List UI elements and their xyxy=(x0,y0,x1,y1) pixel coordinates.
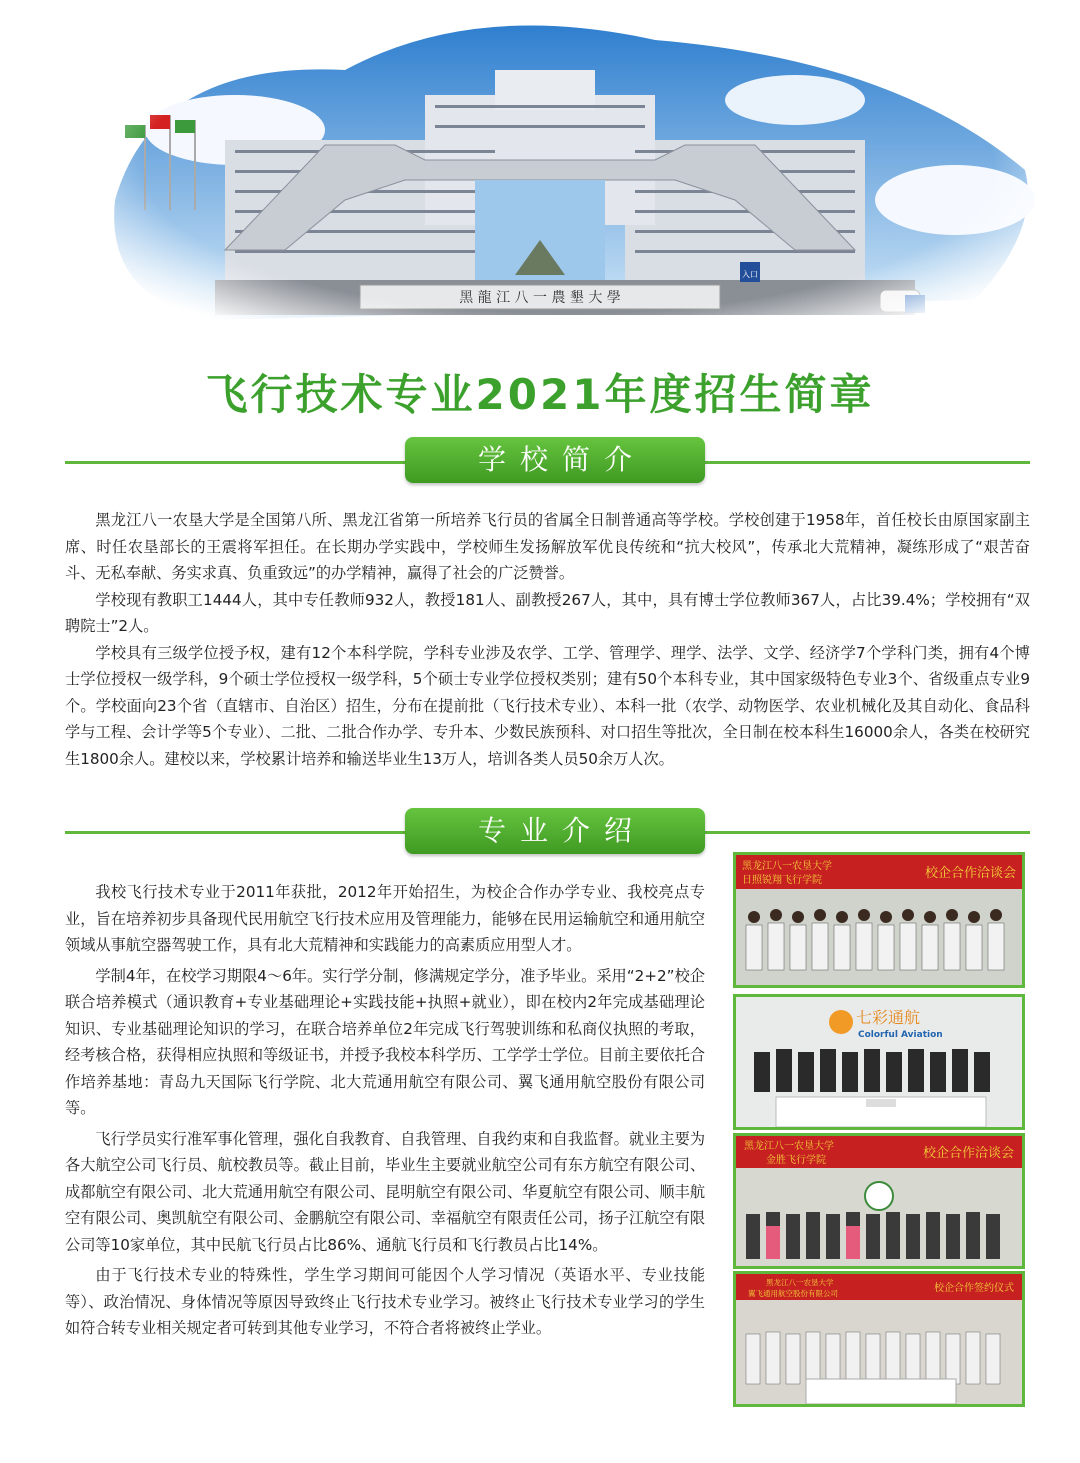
major-paragraph: 由于飞行技术专业的特殊性，学生学习期间可能因个人学习情况（英语水平、专业技能等）、政治情况、身体情况等原因导致终止飞行技术专业学习。被终止飞行技术专业学习的学生如符合转专业相关规定者可转到其他专业学习，不符合者将被终止学业。 xyxy=(65,1266,705,1337)
page-title: 飞行技术专业2021年度招生简章 xyxy=(205,370,875,419)
banner-partner: 日照锐翔飞行学院 xyxy=(742,875,822,886)
photo-signing-ceremony-2 xyxy=(733,1271,1025,1407)
section-heading: 专业介绍 xyxy=(477,814,646,847)
photo-cooperation-meeting-1 xyxy=(733,852,1025,988)
major-paragraph: 学制4年，在校学习期限4～6年。实行学分制，修满规定学分，准予毕业。采用“2+2”校企联合培养模式（通识教育+专业基础理论+实践技能+执照+就业），即在校内2年完成基础理论知识、专业基础理论知识的学习，在联合培养单位2年完成飞行驾驶训练和私商仪执照的考取，经考核合格，获得相应执照和等级证书，并授予我校本科学历、工学学士学位。目前主要依托合作培养基地：青岛九天国际飞行学院、北大荒通用航空有限公司、翼飞通用航空股份有限公司等。 xyxy=(65,966,705,1117)
banner-event: 校企合作签约仪式 xyxy=(934,1283,1014,1294)
major-paragraph: 飞行学员实行准军事化管理，强化自我教育、自我管理、自我约束和自我监督。就业主要为各大航空公司飞行员、航校教员等。截止目前，毕业生主要就业航空公司有东方航空有限公司、成都航空有限公司、北大荒通用航空有限公司、昆明航空有限公司、华夏航空有限公司、顺丰航空有限公司、奥凯航空有限公司、金鹏航空有限公司、幸福航空有限责任公司，扬子江航空有限公司等10家单位，其中民航飞行员占比86%、通航飞行员和飞行教员占比14%。 xyxy=(65,1129,705,1254)
intro-text xyxy=(65,507,1030,772)
banner-school: 黑龙江八一农垦大学 xyxy=(744,1141,834,1152)
banner-school: 黑龙江八一农垦大学 xyxy=(766,1278,834,1287)
campus-photo xyxy=(95,0,1040,330)
section-header-intro xyxy=(405,437,705,483)
section-header-major xyxy=(405,808,705,854)
photo-cooperation-meeting-2 xyxy=(733,1133,1025,1269)
major-text xyxy=(65,879,705,1346)
photo-signing-ceremony xyxy=(733,994,1025,1130)
intro-paragraph: 学校现有教职工1444人，其中专任教师932人，教授181人、副教授267人，其中，具有博士学位教师367人，占比39.4%；学校拥有“双聘院士”2人。 xyxy=(65,590,1030,635)
banner-school: 黑龙江八一农垦大学 xyxy=(742,861,832,872)
banner-partner: 翼飞通用航空股份有限公司 xyxy=(748,1289,838,1298)
intro-paragraph: 黑龙江八一农垦大学是全国第八所、黑龙江省第一所培养飞行员的省属全日制普通高等学校。学校创建于1958年，首任校长由原国家副主席、时任农垦部长的王震将军担任。在长期办学实践中，学校师生发扬解放军优良传统和“抗大校风”，传承北大荒精神，凝练形成了“艰苦奋斗、无私奉献、务实求真、负重致远”的办学精神，赢得了社会的广泛赞誉。 xyxy=(65,511,1030,582)
logo-chinese: 七彩通航 xyxy=(856,1008,921,1027)
banner-partner: 金胜飞行学院 xyxy=(766,1155,826,1166)
banner-event: 校企合作洽谈会 xyxy=(924,866,1016,881)
logo-english: Colorful Aviation xyxy=(858,1030,943,1040)
major-paragraph: 我校飞行技术专业于2011年获批，2012年开始招生，为校企合作办学专业、我校亮点专业，旨在培养初步具备现代民用航空飞行技术应用及管理能力，能够在民用运输航空和通用航空领域从事航空器驾驶工作，具有北大荒精神和实践能力的高素质应用型人才。 xyxy=(65,883,705,954)
intro-paragraph: 学校具有三级学位授予权，建有12个本科学院，学科专业涉及农学、工学、管理学、理学、法学、文学、经济学7个学科门类，拥有4个博士学位授权一级学科，9个硕士学位授权一级学科，5个硕士专业学位授权类别；建有50个本科专业，其中国家级特色专业3个、省级重点专业9个。学校面向23个省（直辖市、自治区）招生，分布在提前批（飞行技术专业）、本科一批（农学、动物医学、农业机械化及其自动化、食品科学与工程、会计学等5个专业）、二批、二批合作办学、专升本、少数民族预科、对口招生等批次，全日制在校本科生16000余人，各类在校研究生1800余人。建校以来，学校累计培养和输送毕业生13万人，培训各类人员50余万人次。 xyxy=(65,643,1030,768)
banner-event: 校企合作洽谈会 xyxy=(922,1146,1014,1161)
section-heading: 学校简介 xyxy=(477,443,646,476)
